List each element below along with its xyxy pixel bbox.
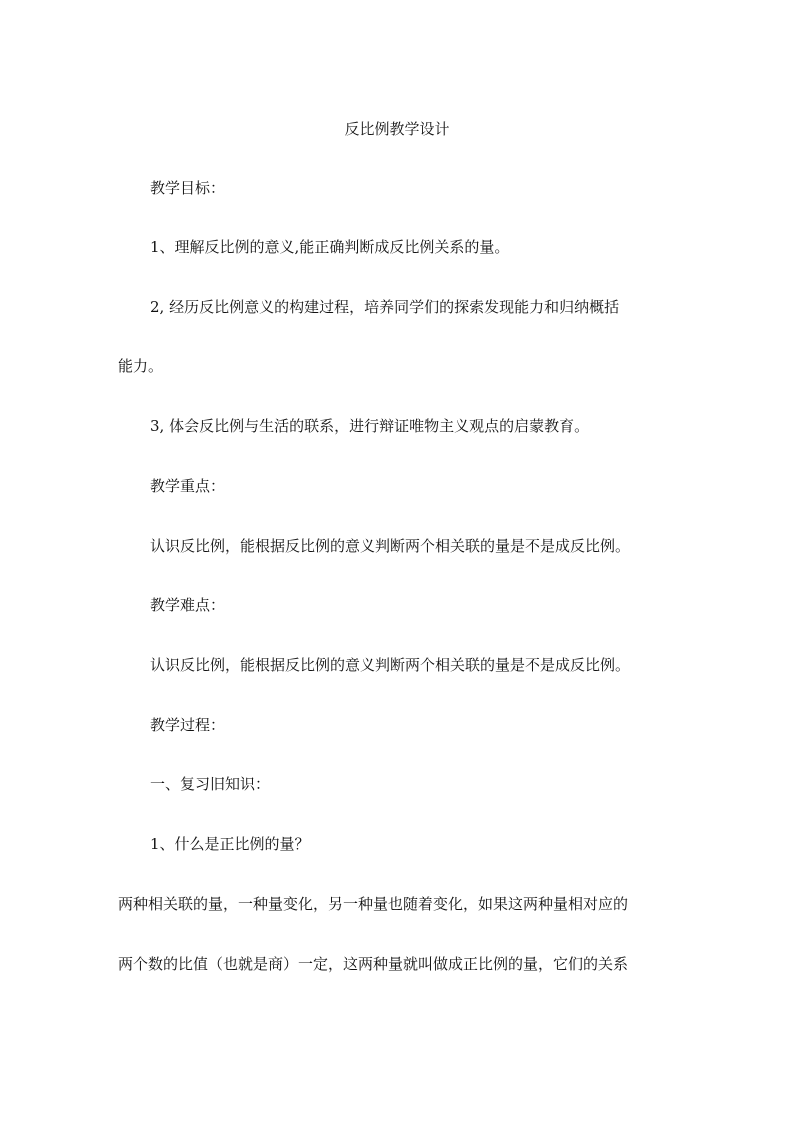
document-title: 反比例教学设计: [344, 120, 450, 138]
section-heading-process: 教学过程：: [150, 716, 226, 734]
objective-item-1: 1、理解反比例的意义,能正确判断成反比例关系的量。: [150, 238, 510, 256]
objective-item-3: 3, 体会反比例与生活的联系，进行辩证唯物主义观点的启蒙教育。: [150, 417, 590, 435]
answer-line-1: 两种相关联的量，一种量变化，另一种量也随着变化，如果这两种量相对应的: [118, 895, 629, 913]
answer-line-2: 两个数的比值（也就是商）一定，这两种量就叫做成正比例的量，它们的关系: [118, 955, 629, 973]
objective-item-2: 2, 经历反比例意义的构建过程，培养同学们的探索发现能力和归纳概括: [150, 298, 620, 316]
question-1: 1、什么是正比例的量？: [150, 835, 310, 853]
difficulties-text: 认识反比例，能根据反比例的意义判断两个相关联的量是不是成反比例。: [150, 656, 631, 674]
process-step-1-heading: 一、复习旧知识：: [150, 775, 271, 793]
objective-item-2-continued: 能力。: [118, 357, 164, 375]
section-heading-difficulties: 教学难点：: [150, 596, 226, 614]
section-heading-key-points: 教学重点：: [150, 477, 226, 495]
key-points-text: 认识反比例，能根据反比例的意义判断两个相关联的量是不是成反比例。: [150, 537, 631, 555]
section-heading-objectives: 教学目标：: [150, 179, 226, 197]
